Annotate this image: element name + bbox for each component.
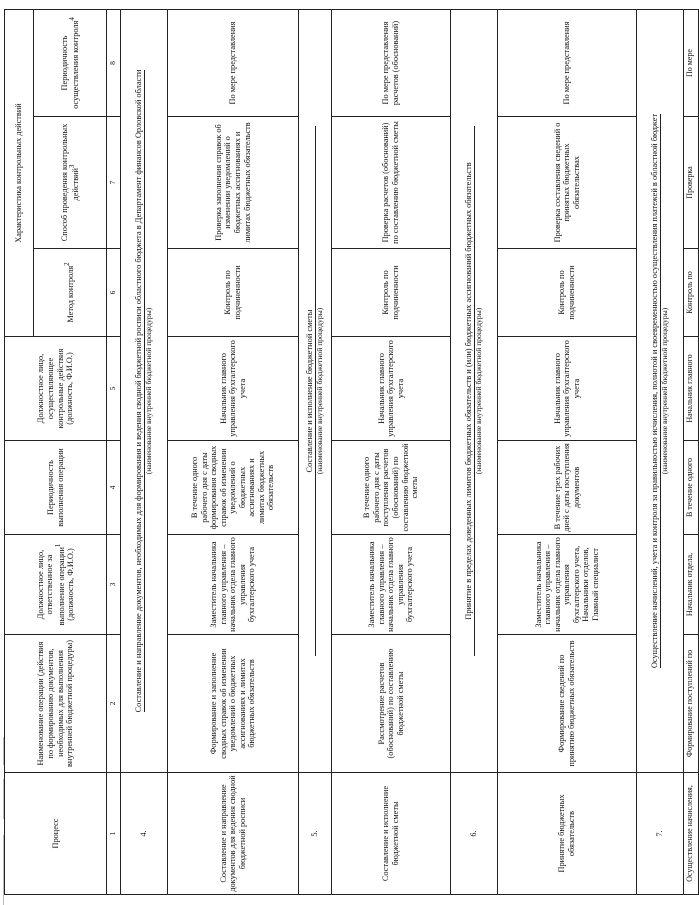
cell-controller: Начальник главного управления бухгалтерского учета [498,337,637,441]
cell-process: Принятие бюджетных обязательств [498,773,637,895]
section-title: Осуществление начислений, учета и контроля за правильностью исчисления, полнотой и своевременностью осуществления платежей в областной бюджет (наименование внутренней бюджетной процедуры) [637,10,684,773]
cell-responsible: Заместитель начальника главного управления – начальник отдела главного управления бухгалтерского учета [332,535,451,635]
header-operation: Наименование операции (действия по формированию документов, необходимых для выполнения внутренней бюджетной процедуры) [5,635,107,773]
cell-method: Контроль по [684,249,699,337]
column-number: 7 [107,117,121,249]
cell-method: Контроль по подчиненности [498,249,637,337]
section-number: 6. [451,773,498,895]
cell-process: Осуществление начисления, [684,773,699,895]
section-row [121,10,168,895]
column-number: 6 [107,249,121,337]
header-way: Способ проведения контрольных действий$^3$ [34,117,107,249]
column-number: 4 [107,441,121,535]
header-row-top [5,10,34,895]
header-characteristics: Характеристика контрольных действий [5,10,34,337]
header-periodicity: Периодичность выполнения операции [5,441,107,535]
cell-periodicity: В течение одного рабочего дня с даты поступления расчетов (обоснований) по составлению бюджетной сметы [332,441,451,535]
header-controller: Должностное лицо, осуществляющее контрольные действия (должность, Ф.И.О.) [5,337,107,441]
section-title: Принятие в пределах доведенных лимитов бюджетных обязательств и (или) бюджетных ассигнований бюджетных обязательств (наименование внутренней бюджетной процедуры) [451,10,498,773]
column-number: 8 [107,10,121,117]
cell-way: Проверка [684,117,699,249]
cell-responsible: Начальник отдела, [684,535,699,635]
cell-responsible: Заместитель начальника главного управления – начальник отдела главного управления бухгалтерского учета [168,535,299,635]
cell-periodicity: В течение трех рабочих дней с даты поступления документов [498,441,637,535]
cell-control-periodicity: По мере [684,10,699,117]
cell-controller: Начальник главного [684,337,699,441]
cell-operation: Формирование и заполнение сводных справок об изменении уведомлений о бюджетных ассигнованиях и лимитах бюджетных обязательств [168,635,299,773]
cell-process: Составление и направление документов для ведения сводной бюджетной росписи [168,773,299,895]
column-number: 5 [107,337,121,441]
cell-method: Контроль по подчиненности [332,249,451,337]
header-process: Процесс [5,773,107,895]
section-title: Составление и исполнение бюджетной сметы (наименование внутренней бюджетной процедуры) [299,10,332,773]
cell-way: Проверка расчетов (обоснований) по составлению бюджетной сметы [332,117,451,249]
column-number: 3 [107,535,121,635]
cell-control-periodicity: По мере представления [168,10,299,117]
header-control-periodicity: Периодичность осуществления контроля$^4$ [34,10,107,117]
cell-control-periodicity: По мере представления [498,10,637,117]
column-number: 1 [107,773,121,895]
section-number: 7. [637,773,684,895]
table-row-partial [684,10,699,895]
section-row [451,10,498,895]
cell-controller: Начальник главного управления бухгалтерского учета [168,337,299,441]
cell-responsible: Заместитель начальника главного управления – начальник отдела главного управления бухгалтерского учета, Начальники отделов, Главный специалист [498,535,637,635]
section-row [299,10,332,895]
cell-operation: Рассмотрение расчетов (обоснований) по составлению бюджетной сметы [332,635,451,773]
cell-operation: Формирование сведений по принятию бюджетных обязательств [498,635,637,773]
cell-controller: Начальник главного управления бухгалтерского учета [332,337,451,441]
table-row [498,10,637,895]
column-number-row [107,10,121,895]
header-responsible: Должностное лицо, ответственное за выполнение операции$^1$ (должность, Ф.И.О.) [5,535,107,635]
cell-process: Составление и исполнение бюджетной сметы [332,773,451,895]
cell-periodicity: В течение одного [684,441,699,535]
cell-method: Контроль по подчиненности [168,249,299,337]
cell-periodicity: В течение одного рабочего дня с даты формирования сводных справок об изменении уведомлений о бюджетных ассигнованиях и лимитах бюджетных обязательств [168,441,299,535]
internal-control-register-table [4,9,699,895]
cell-way: Проверка составления сведений о принятых бюджетных обязательствах [498,117,637,249]
column-number: 2 [107,635,121,773]
table-row [168,10,299,895]
cell-control-periodicity: По мере представления расчетов (обоснований) [332,10,451,117]
cell-operation: Формирование поступлений по [684,635,699,773]
table-row [332,10,451,895]
section-number: 4. [121,773,168,895]
section-number: 5. [299,773,332,895]
section-title: Составление и направление документов, необходимых для формирования и ведения сводной бюджетной росписи областного бюджета в Департамент финансов Орловской области (наименование внутренней бюджетной процедуры) [121,10,168,773]
cell-way: Проверка заполнения справок об изменении уведомлений о бюджетных ассигнованиях и лимитах бюджетных обязательств [168,117,299,249]
header-method: Метод контроля$^2$ [34,249,107,337]
section-row [637,10,684,895]
